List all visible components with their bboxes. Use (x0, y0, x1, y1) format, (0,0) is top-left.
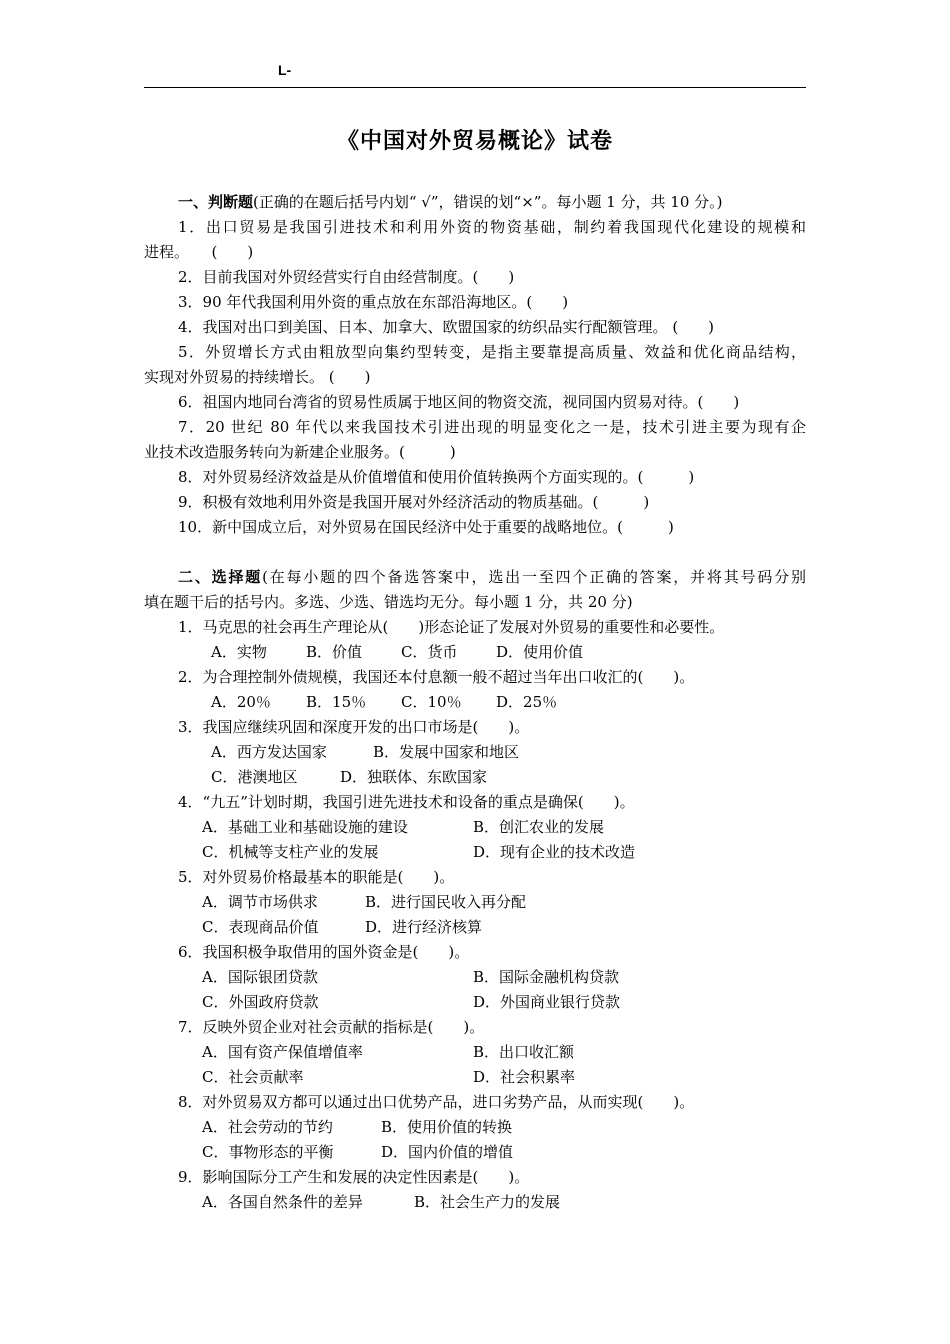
q4-option-b: B．创汇农业的发展 (473, 818, 605, 836)
page-title: 《中国对外贸易概论》试卷 (336, 128, 613, 154)
q2-stem: 2．为合理控制外债规模，我国还本付息额一般不超过当年出口收汇的( )。 (178, 668, 695, 686)
header-rule (144, 87, 806, 88)
q9-option-a: A．各国自然条件的差异 (202, 1193, 363, 1211)
q8-option-d: D．国内价值的增值 (381, 1143, 514, 1161)
s1-item-6: 6．祖国内地同台湾省的贸易性质属于地区间的物资交流，视同国内贸易对待。( ) (178, 393, 740, 411)
q8-option-c: C．事物形态的平衡 (202, 1143, 334, 1161)
q1-stem: 1．马克思的社会再生产理论从( )形态论证了发展对外贸易的重要性和必要性。 (178, 618, 725, 636)
q2-option-c: C．10％ (401, 693, 462, 711)
s1-item-7: 7．20 世纪 80 年代以来我国技术引进出现的明显变化之一是，技术引进主要为现有企 (178, 418, 806, 436)
q2-option-d: D．25％ (496, 693, 558, 711)
q1-option-d: D．使用价值 (496, 643, 584, 661)
section2-header (144, 567, 806, 587)
s1-item-5: 5．外贸增长方式由粗放型向集约型转变，是指主要靠提高质量、效益和优化商品结构， (178, 343, 806, 361)
s1-item-1-cont: 进程。 ( ) (144, 243, 254, 261)
q1-option-b: B．价值 (306, 643, 363, 661)
s1-item-7-cont: 业技术改造服务转向为新建企业服务。( ) (144, 443, 456, 461)
s1-item-4: 4．我国对出口到美国、日本、加拿大、欧盟国家的纺织品实行配额管理。 ( ) (178, 318, 715, 336)
q4-option-c: C．机械等支柱产业的发展 (202, 843, 379, 861)
q2-option-b: B．15％ (306, 693, 367, 711)
q3-option-d: D．独联体、东欧国家 (340, 768, 488, 786)
q5-option-b: B．进行国民收入再分配 (365, 893, 527, 911)
q3-option-a: A．西方发达国家 (211, 743, 327, 761)
section1-instruction: (正确的在题后括号内划“ √”，错误的划“×”。每小题 1 分，共 10 分。) (253, 193, 723, 211)
q7-stem: 7．反映外贸企业对社会贡献的指标是( )。 (178, 1018, 485, 1036)
q5-stem: 5．对外贸易价格最基本的职能是( )。 (178, 868, 455, 886)
q2-option-a: A．20％ (211, 693, 271, 711)
q8-option-a: A．社会劳动的节约 (202, 1118, 333, 1136)
section2-instruction-2: 填在题干后的括号内。多选、少选、错选均无分。每小题 1 分，共 20 分) (144, 593, 633, 611)
s1-item-9: 9．积极有效地利用外资是我国开展对外经济活动的物质基础。( ) (178, 493, 650, 511)
q7-option-b: B．出口收汇额 (473, 1043, 575, 1061)
section2-instruction-1: (在每小题的四个备选答案中，选出一至四个正确的答案，并将其号码分别 (262, 568, 806, 586)
q6-option-d: D．外国商业银行贷款 (473, 993, 621, 1011)
q9-stem: 9．影响国际分工产生和发展的决定性因素是( )。 (178, 1168, 530, 1186)
s1-item-5-cont: 实现对外贸易的持续增长。 ( ) (144, 368, 371, 386)
s1-item-8: 8．对外贸易经济效益是从价值增值和使用价值转换两个方面实现的。( ) (178, 468, 695, 486)
q6-option-a: A．国际银团贷款 (202, 968, 318, 986)
q7-option-a: A．国有资产保值增值率 (202, 1043, 363, 1061)
q3-option-c: C．港澳地区 (211, 768, 298, 786)
q7-option-c: C．社会贡献率 (202, 1068, 304, 1086)
s1-item-10: 10．新中国成立后，对外贸易在国民经济中处于重要的战略地位。( ) (178, 518, 674, 536)
q3-stem: 3．我国应继续巩固和深度开发的出口市场是( )。 (178, 718, 530, 736)
q6-option-c: C．外国政府贷款 (202, 993, 319, 1011)
q7-option-d: D．社会积累率 (473, 1068, 576, 1086)
q5-option-c: C．表现商品价值 (202, 918, 319, 936)
s1-item-2: 2．目前我国对外贸经营实行自由经营制度。( ) (178, 268, 515, 286)
q6-stem: 6．我国积极争取借用的国外资金是( )。 (178, 943, 470, 961)
q8-option-b: B．使用价值的转换 (381, 1118, 513, 1136)
q8-stem: 8．对外贸易双方都可以通过出口优势产品，进口劣势产品，从而实现( )。 (178, 1093, 695, 1111)
q1-option-a: A．实物 (211, 643, 267, 661)
q6-option-b: B．国际金融机构贷款 (473, 968, 620, 986)
section1-heading: 一、判断题 (178, 193, 254, 211)
q5-option-a: A．调节市场供求 (202, 893, 318, 911)
q9-option-b: B．社会生产力的发展 (414, 1193, 561, 1211)
q1-option-c: C．货币 (401, 643, 458, 661)
q4-stem: 4．“九五”计划时期，我国引进先进技术和设备的重点是确保( )。 (178, 793, 635, 811)
q5-option-d: D．进行经济核算 (365, 918, 483, 936)
section1-header (144, 192, 806, 212)
s1-item-1: 1．出口贸易是我国引进技术和利用外资的物资基础，制约着我国现代化建设的规模和 (178, 218, 806, 236)
header-mark: L- (278, 62, 292, 78)
section2-heading: 二、选择题 (178, 568, 263, 586)
q3-option-b: B．发展中国家和地区 (373, 743, 520, 761)
q4-option-d: D．现有企业的技术改造 (473, 843, 636, 861)
q4-option-a: A．基础工业和基础设施的建设 (202, 818, 408, 836)
s1-item-3: 3．90 年代我国利用外资的重点放在东部沿海地区。( ) (178, 293, 569, 311)
